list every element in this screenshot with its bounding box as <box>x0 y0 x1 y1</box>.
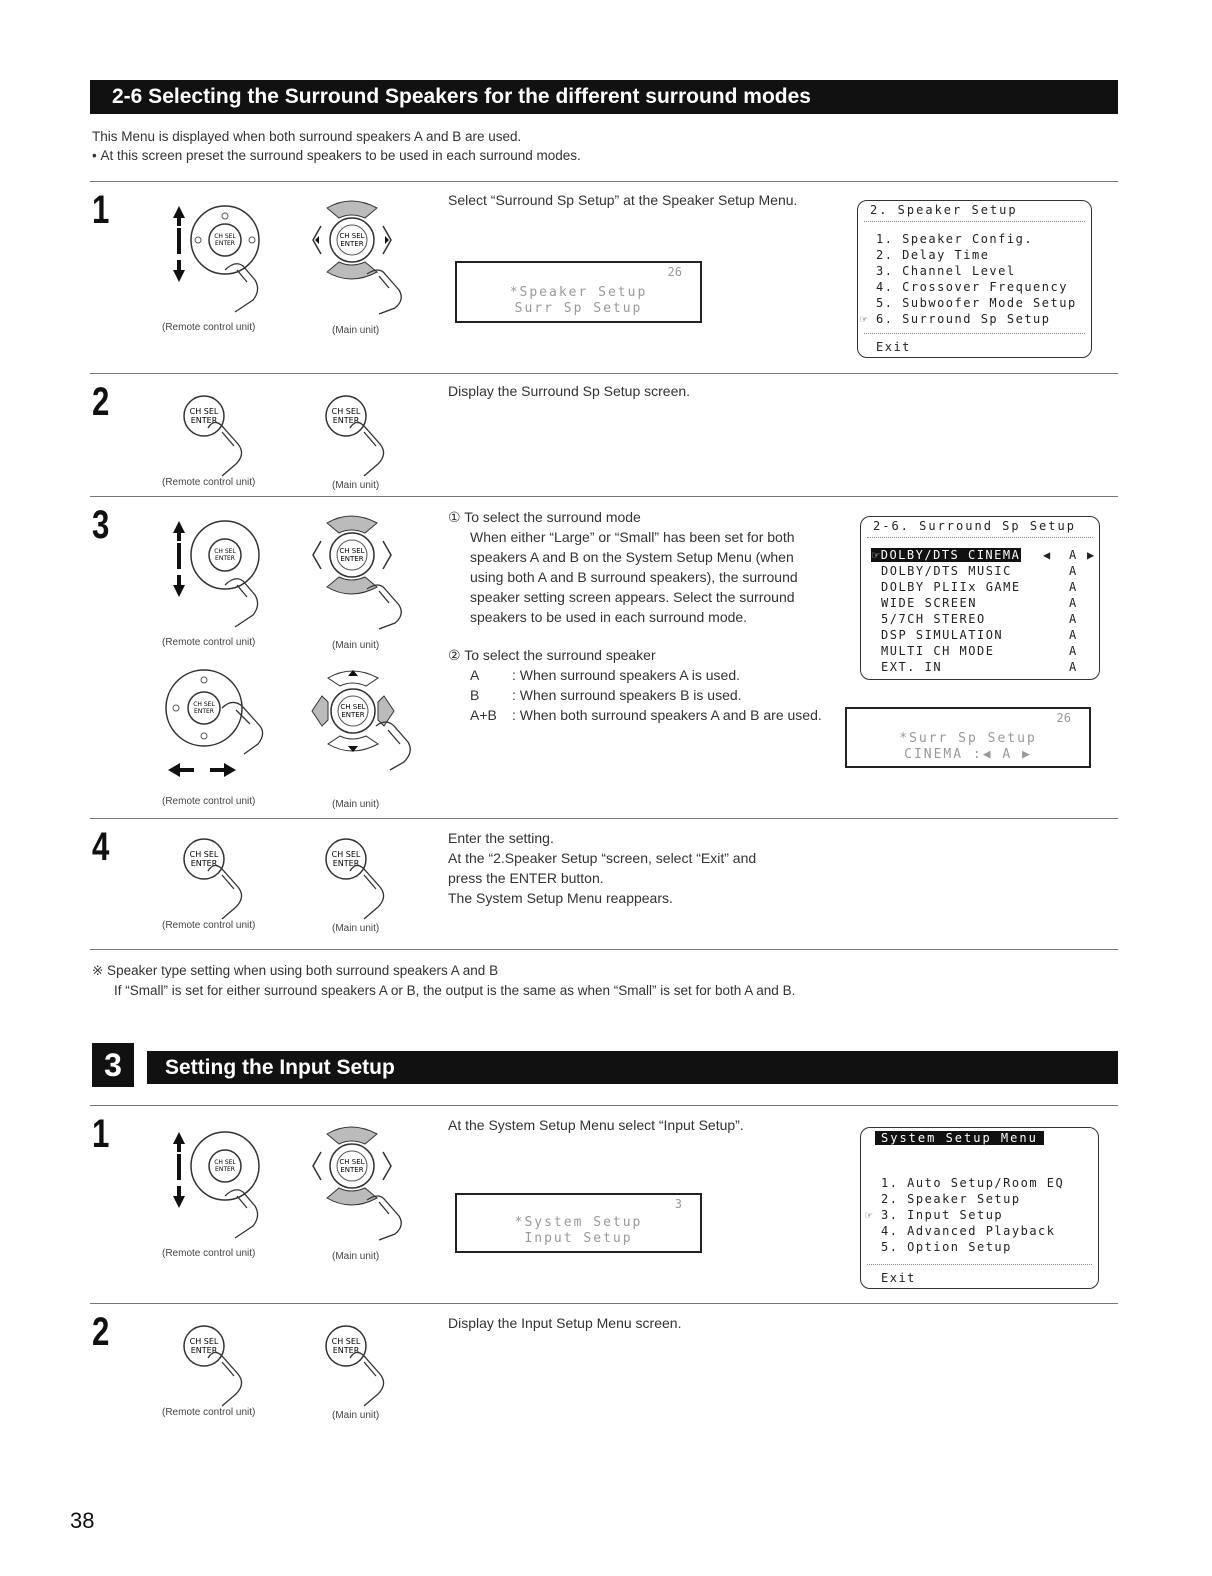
svg-text:ENTER: ENTER <box>194 708 214 715</box>
svg-text:CH SEL: CH SEL <box>340 703 366 711</box>
enter-button-main-icon <box>320 392 410 477</box>
svg-text:ENTER: ENTER <box>332 416 360 425</box>
svg-text:CH SEL: CH SEL <box>331 850 361 859</box>
svg-text:CH SEL: CH SEL <box>214 233 236 240</box>
menu-exit[interactable]: Exit <box>876 340 911 354</box>
svg-text:ENTER: ENTER <box>215 240 235 247</box>
svg-text:CH SEL: CH SEL <box>331 1337 361 1346</box>
step-number: 4 <box>92 825 110 869</box>
section-title: 2-6 Selecting the Surround Speakers for the different surround modes <box>112 85 811 108</box>
step-number: 1 <box>92 1112 110 1156</box>
section-title: Setting the Input Setup <box>165 1056 395 1079</box>
main-caption: (Main unit) <box>332 640 380 651</box>
svg-text:CH SEL: CH SEL <box>339 232 365 240</box>
lcd-display: 26 *Speaker Setup Surr Sp Setup <box>455 261 702 323</box>
section-title-bar <box>147 1051 1118 1084</box>
option-row: B : When surround speakers B is used. <box>470 687 742 703</box>
menu-row[interactable]: MULTI CH MODE A <box>881 644 1078 658</box>
menu-row[interactable]: 5/7CH STEREO A <box>881 612 1078 626</box>
remote-caption: (Remote control unit) <box>162 1248 256 1259</box>
menu-item[interactable]: 2. Delay Time <box>876 248 990 262</box>
enter-button-remote-icon <box>178 392 268 477</box>
svg-text:ENTER: ENTER <box>340 1166 364 1174</box>
remote-caption: (Remote control unit) <box>162 796 256 807</box>
menu-row[interactable]: DSP SIMULATION A <box>881 628 1078 642</box>
main-unit-leftright-icon <box>300 660 420 775</box>
main-unit-dial-icon <box>305 196 415 316</box>
lcd-display: 26 *Surr Sp Setup CINEMA :◀ A ▶ <box>845 707 1091 768</box>
menu-exit[interactable]: Exit <box>881 1271 916 1285</box>
step-text: Display the Surround Sp Setup screen. <box>448 383 691 399</box>
divider <box>90 949 1118 950</box>
main-caption: (Main unit) <box>332 1410 380 1421</box>
remote-updown-icon <box>165 515 265 630</box>
svg-text:ENTER: ENTER <box>215 555 235 562</box>
menu-title: System Setup Menu <box>875 1131 1044 1145</box>
enter-button-remote-icon <box>178 1322 268 1407</box>
menu-title: 2. Speaker Setup <box>870 203 1018 217</box>
divider <box>90 1303 1118 1304</box>
svg-text:CH SEL: CH SEL <box>189 1337 219 1346</box>
remote-caption: (Remote control unit) <box>162 322 256 333</box>
svg-text:ENTER: ENTER <box>340 240 364 248</box>
step-text: Select “Surround Sp Setup” at the Speaker Setup Menu. <box>448 192 798 208</box>
divider <box>90 373 1118 374</box>
remote-caption: (Remote control unit) <box>162 920 256 931</box>
left-arrow-icon: ◀ <box>1043 548 1052 562</box>
step-text: Display the Input Setup Menu screen. <box>448 1315 682 1331</box>
section-intro <box>92 127 1092 165</box>
sub-heading: ① To select the surround mode <box>448 509 641 525</box>
menu-item-selected[interactable]: 3. Input Setup <box>881 1208 1004 1222</box>
remote-updown-icon <box>165 200 265 315</box>
main-caption: (Main unit) <box>332 799 380 810</box>
svg-text:ENTER: ENTER <box>332 1346 360 1355</box>
svg-text:CH SEL: CH SEL <box>339 1158 365 1166</box>
svg-text:CH SEL: CH SEL <box>339 547 365 555</box>
step4-text: Enter the setting. At the “2.Speaker Setup “screen, select “Exit” and press the ENTER button. The System Setup Menu reappears. <box>448 830 757 906</box>
menu-item[interactable]: 2. Speaker Setup <box>881 1192 1021 1206</box>
svg-text:ENTER: ENTER <box>190 1346 218 1355</box>
option-row: A : When surround speakers A is used. <box>470 667 741 683</box>
system-setup-menu <box>860 1127 1099 1289</box>
svg-text:ENTER: ENTER <box>341 711 365 719</box>
remote-caption: (Remote control unit) <box>162 477 256 488</box>
option-row: A+B : When both surround speakers A and B are used. <box>470 707 822 723</box>
remote-caption: (Remote control unit) <box>162 1407 256 1418</box>
svg-text:CH SEL: CH SEL <box>193 701 215 708</box>
section-title-bar <box>90 80 1118 114</box>
remote-leftright-icon <box>160 660 270 780</box>
main-caption: (Main unit) <box>332 480 380 491</box>
step-number: 3 <box>92 503 110 547</box>
svg-text:ENTER: ENTER <box>190 416 218 425</box>
menu-row-selected[interactable]: ☞DOLBY/DTS CINEMA ◀ A ▶ <box>872 548 1096 562</box>
menu-title: 2-6. Surround Sp Setup <box>873 519 1076 533</box>
svg-text:CH SEL: CH SEL <box>214 1159 236 1166</box>
divider <box>90 1105 1118 1106</box>
menu-item[interactable]: 1. Speaker Config. <box>876 232 1034 246</box>
svg-text:ENTER: ENTER <box>332 859 360 868</box>
svg-text:ENTER: ENTER <box>215 1166 235 1173</box>
speaker-type-note: ※ Speaker type setting when using both surround speakers A and B If “Small” is set for either surround speakers A or B, the output is the same as when “Small” is set for both A and B. <box>92 963 796 998</box>
page-number: 38 <box>70 1508 95 1533</box>
remote-updown-icon <box>165 1126 265 1241</box>
menu-row[interactable]: WIDE SCREEN A <box>881 596 1078 610</box>
step-number: 2 <box>92 380 110 424</box>
speaker-setup-menu <box>857 200 1092 358</box>
menu-row[interactable]: DOLBY/DTS MUSIC A <box>881 564 1078 578</box>
intro-bullet: • At this screen preset the surround speakers to be used in each surround modes. <box>92 148 581 163</box>
svg-text:CH SEL: CH SEL <box>189 407 219 416</box>
main-caption: (Main unit) <box>332 325 380 336</box>
main-unit-dial-icon <box>305 1122 415 1242</box>
right-arrow-icon: ▶ <box>1087 548 1096 562</box>
svg-text:CH SEL: CH SEL <box>189 850 219 859</box>
svg-text:ENTER: ENTER <box>340 555 364 563</box>
menu-item-selected[interactable]: 6. Surround Sp Setup <box>876 312 1051 326</box>
main-caption: (Main unit) <box>332 1251 380 1262</box>
step-text: At the System Setup Menu select “Input Setup”. <box>448 1117 744 1133</box>
menu-item[interactable]: 4. Crossover Frequency <box>876 280 1068 294</box>
remote-caption: (Remote control unit) <box>162 637 256 648</box>
surround-sp-menu <box>860 516 1100 680</box>
enter-button-remote-icon <box>178 835 268 920</box>
menu-row[interactable]: DOLBY PLIIx GAME A <box>881 580 1078 594</box>
lcd-display: 3 *System Setup Input Setup <box>455 1193 702 1253</box>
intro-text: This Menu is displayed when both surround speakers A and B are used. <box>92 129 522 144</box>
menu-item[interactable]: 4. Advanced Playback <box>881 1224 1056 1238</box>
sub-heading: ② To select the surround speaker <box>448 647 656 663</box>
step-number: 1 <box>92 188 110 232</box>
svg-text:CH SEL: CH SEL <box>214 548 236 555</box>
pointer-icon: ☞ <box>860 312 869 326</box>
divider <box>90 181 1118 182</box>
enter-button-main-icon <box>320 835 410 920</box>
step3-instructions <box>448 507 828 725</box>
svg-text:ENTER: ENTER <box>190 859 218 868</box>
step-number: 2 <box>92 1310 110 1354</box>
menu-row[interactable]: EXT. IN A <box>881 660 1078 674</box>
divider <box>90 818 1118 819</box>
menu-item[interactable]: 3. Channel Level <box>876 264 1016 278</box>
svg-text:CH SEL: CH SEL <box>331 407 361 416</box>
divider <box>90 496 1118 497</box>
bullet-icon: • <box>92 148 101 163</box>
main-unit-dial-icon <box>305 511 415 631</box>
pointer-icon: ☞ <box>865 1208 874 1222</box>
section-number-badge: 3 <box>92 1043 134 1087</box>
main-caption: (Main unit) <box>332 923 380 934</box>
menu-item[interactable]: 5. Subwoofer Mode Setup <box>876 296 1077 310</box>
enter-button-main-icon <box>320 1322 410 1407</box>
menu-item[interactable]: 1. Auto Setup/Room EQ <box>881 1176 1065 1190</box>
sub-body: When either “Large” or “Small” has been set for both speakers A and B on the System Setup Menu (when using both A and B surround speakers), the surround speaker setting screen appears. Select the surround speakers to be used in each surround mode. <box>470 529 798 625</box>
menu-item[interactable]: 5. Option Setup <box>881 1240 1012 1254</box>
